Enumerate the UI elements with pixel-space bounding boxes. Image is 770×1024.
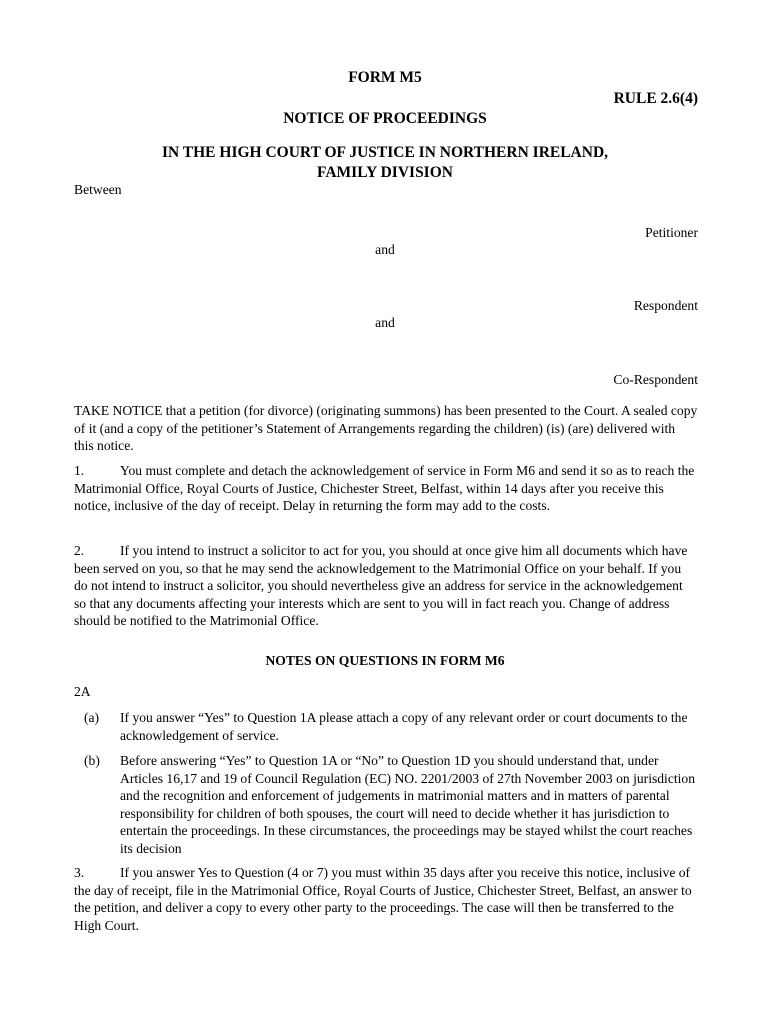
paragraph-3 bbox=[74, 864, 698, 934]
paragraph-2-text: If you intend to instruct a solicitor to act for you, you should at once give him all documents which have been served on you, so that he may send the acknowledgement to the Matrimonial Office on your behalf. If you do not intend to instruct a solicitor, you should nevertheless give an address for service in the acknowledgement so that any documents affecting your interests which are sent to you will in fact reach you. Change of address should be notified to the Matrimonial Office. bbox=[74, 543, 688, 628]
note-b-text: Before answering “Yes” to Question 1A or “No” to Question 1D you should understand that, under Articles 16,17 and 19 of Council Regulation (EC) NO. 2201/2003 of 27th November 2003 on jurisdiction and the recognition and enforcement of judgements in matrimonial matters and in matters of parental responsibility for children of both spouses, the court will need to decide whether it has jurisdiction to entertain the proceedings. In these circumstances, the proceedings may be stayed whilst the court reaches its decision bbox=[120, 753, 696, 856]
notes-heading: NOTES ON QUESTIONS IN FORM M6 bbox=[265, 653, 505, 668]
form-title: FORM M5 bbox=[348, 69, 422, 86]
paragraph-2-number: 2. bbox=[74, 543, 85, 558]
petitioner-label: Petitioner bbox=[645, 225, 698, 240]
paragraph-2 bbox=[74, 542, 698, 630]
court-title-line-1: IN THE HIGH COURT OF JUSTICE IN NORTHERN IRELAND, bbox=[161, 144, 609, 161]
co-respondent-label: Co-Respondent bbox=[613, 372, 698, 387]
note-b-label: (b) bbox=[84, 753, 100, 768]
paragraph-1-text: You must complete and detach the acknowledgement of service in Form M6 and send it so as to reach the Matrimonial Office, Royal Courts of Justice, Chichester Street, Belfast, within 14 days after you receive this notice, inclusive of the day of receipt. Delay in returning the form may add to the costs. bbox=[74, 463, 695, 513]
paragraph-1 bbox=[74, 462, 698, 515]
notice-title: NOTICE OF PROCEEDINGS bbox=[283, 110, 487, 127]
paragraph-1-number: 1. bbox=[74, 463, 85, 478]
question-2a-label: 2A bbox=[74, 684, 91, 699]
note-a-label: (a) bbox=[84, 710, 100, 725]
respondent-label: Respondent bbox=[633, 298, 698, 313]
note-a-text: If you answer “Yes” to Question 1A please attach a copy of any relevant order or court documents to the acknowledgement of service. bbox=[120, 710, 688, 743]
and-label-1: and bbox=[375, 242, 395, 257]
paragraph-3-number: 3. bbox=[74, 865, 85, 880]
note-b bbox=[74, 752, 698, 857]
between-label: Between bbox=[74, 182, 122, 197]
take-notice-paragraph: TAKE NOTICE that a petition (for divorce) (originating summons) has been presented to the Court. A sealed copy of it (and a copy of the petitioner’s Statement of Arrangements regarding the children) (is) (are) delivered with this notice. bbox=[74, 403, 698, 453]
rule-reference: RULE 2.6(4) bbox=[613, 90, 698, 107]
court-title bbox=[0, 143, 770, 183]
and-label-2: and bbox=[375, 315, 395, 330]
court-title-line-2: FAMILY DIVISION bbox=[317, 164, 453, 181]
note-a bbox=[74, 709, 698, 744]
paragraph-3-text: If you answer Yes to Question (4 or 7) you must within 35 days after you receive this notice, inclusive of the day of receipt, file in the Matrimonial Office, Royal Courts of Justice, Chichester Street, Belfast, an answer to the petition, and deliver a copy to every other party to the proceedings. The case will then be transferred to the High Court. bbox=[74, 865, 692, 933]
